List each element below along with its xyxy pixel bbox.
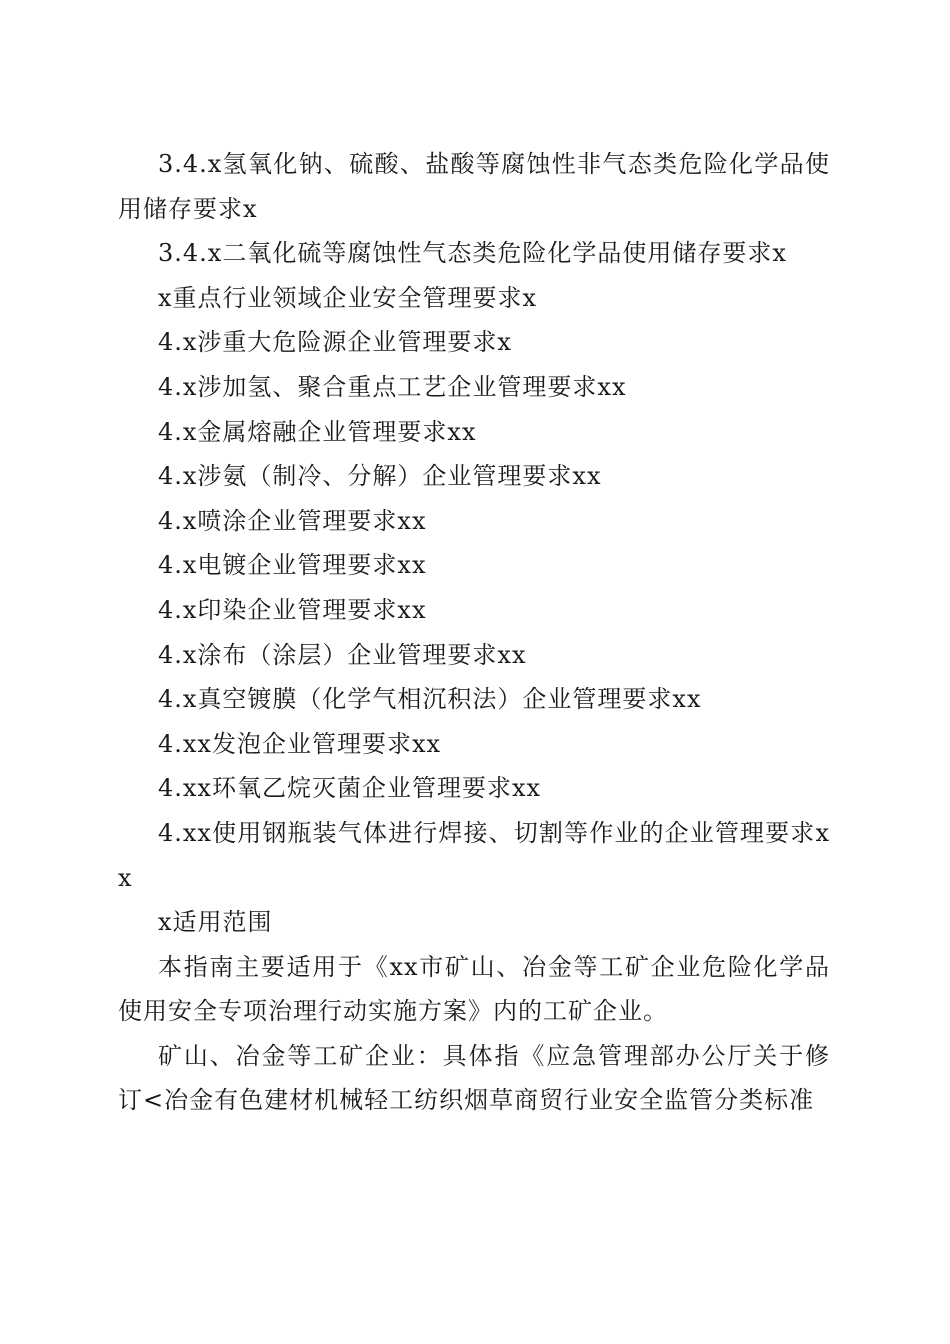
- toc-entry: 4.x喷涂企业管理要求xx: [158, 506, 427, 535]
- toc-entry: 4.xx使用钢瓶装气体进行焊接、切割等作业的企业管理要求xx: [118, 818, 830, 892]
- toc-entry: 4.x金属熔融企业管理要求xx: [158, 417, 477, 446]
- toc-entry: 4.x真空镀膜（化学气相沉积法）企业管理要求xx: [158, 685, 702, 714]
- toc-entry: 4.xx环氧乙烷灭菌企业管理要求xx: [158, 774, 542, 803]
- body-paragraph: 矿山、冶金等工矿企业：具体指《应急管理部办公厅关于修订<冶金有色建材机械轻工纺织烟草商贸行业安全监管分类标准: [118, 1041, 830, 1115]
- toc-entry: x重点行业领域企业安全管理要求x: [158, 283, 538, 312]
- toc-entry: 4.x涉加氢、聚合重点工艺企业管理要求xx: [158, 372, 627, 401]
- toc-entry: 3.4.x二氧化硫等腐蚀性气态类危险化学品使用储存要求x: [158, 239, 787, 268]
- toc-entry: 3.4.x氢氧化钠、硫酸、盐酸等腐蚀性非气态类危险化学品使用储存要求x: [118, 150, 830, 223]
- body-paragraph: 本指南主要适用于《xx市矿山、冶金等工矿企业危险化学品使用安全专项治理行动实施方案》内的工矿企业。: [118, 952, 830, 1026]
- toc-entry: 4.xx发泡企业管理要求xx: [158, 729, 442, 758]
- toc-entry: 4.x印染企业管理要求xx: [158, 595, 427, 624]
- document-body: [118, 142, 830, 1123]
- toc-entry: 4.x涉重大危险源企业管理要求x: [158, 328, 512, 357]
- section-heading: x适用范围: [158, 908, 273, 937]
- toc-entry: 4.x涂布（涂层）企业管理要求xx: [158, 640, 527, 669]
- toc-entry: 4.x涉氨（制冷、分解）企业管理要求xx: [158, 462, 602, 491]
- toc-entry: 4.x电镀企业管理要求xx: [158, 551, 427, 580]
